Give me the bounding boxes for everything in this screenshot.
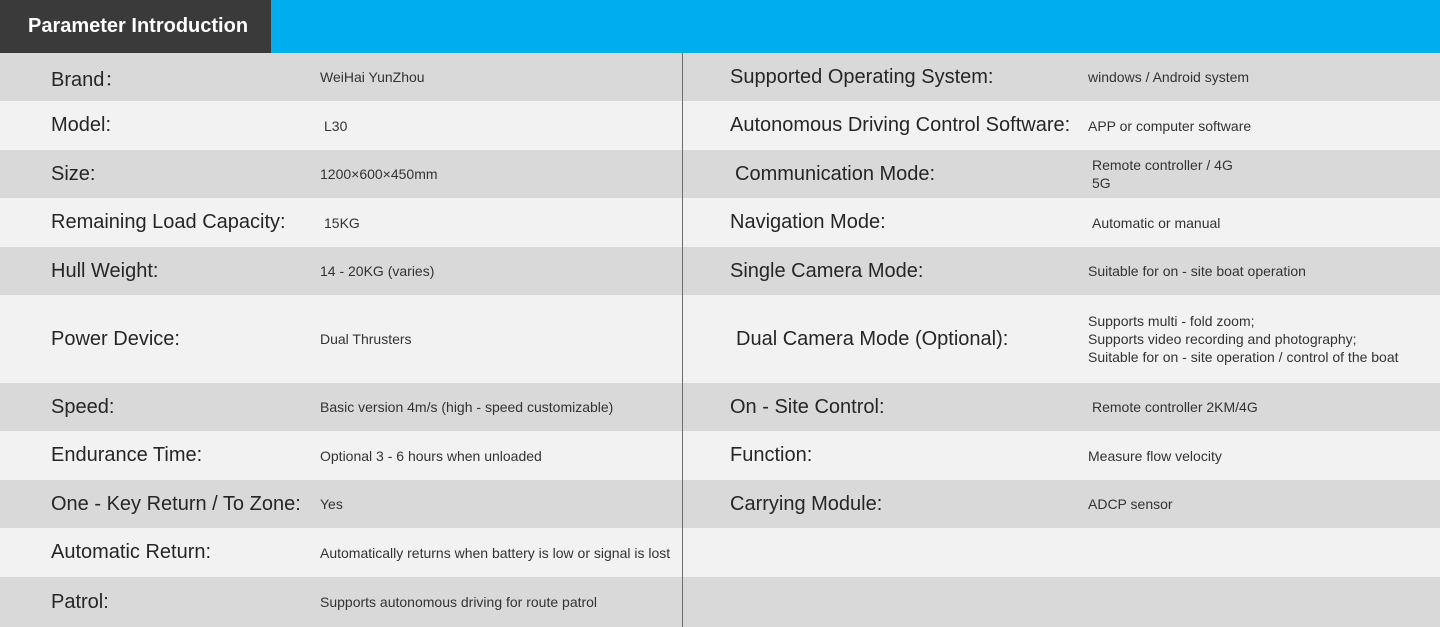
right-param-label: Supported Operating System: [730, 65, 994, 88]
left-param-value [320, 480, 343, 528]
left-param-value [320, 577, 597, 627]
left-param-value [320, 150, 438, 198]
param-value-line: Remote controller 2KM/4G [1092, 399, 1258, 415]
table-row [0, 383, 1440, 431]
param-value-line: Supports video recording and photography; [1088, 331, 1357, 347]
right-param-label: Single Camera Mode: [730, 259, 924, 282]
param-value-line: 1200×600×450mm [320, 166, 438, 182]
right-param-label: Navigation Mode: [730, 211, 886, 233]
table-row [0, 101, 1440, 150]
param-value-line: Dual Thrusters [320, 331, 412, 347]
left-param-label: Speed: [51, 395, 115, 418]
param-value-line: Supports autonomous driving for route patrol [320, 594, 598, 610]
param-value-line: APP or computer software [1088, 117, 1252, 134]
param-value-line: 15KG [324, 214, 360, 231]
left-param-label: Model: [51, 114, 112, 136]
left-param-value [320, 528, 670, 577]
right-param-value [1088, 101, 1251, 150]
table-row [0, 247, 1440, 295]
param-value-line: Automatically returns when battery is low or signal is lost [320, 544, 671, 561]
right-param-value [1088, 431, 1222, 480]
left-param-label: Size: [51, 162, 96, 185]
left-param-label: Endurance Time: [51, 444, 203, 466]
left-param-label: Brand： [51, 68, 125, 91]
param-value-line: Supports multi - fold zoom; [1088, 313, 1255, 329]
table-row [0, 198, 1440, 247]
param-value-line: Remote controller / 4G [1092, 157, 1233, 173]
param-value-line: Yes [320, 496, 343, 512]
table-row [0, 53, 1440, 101]
right-param-value [1088, 247, 1306, 295]
left-param-value [320, 383, 613, 431]
left-param-value [320, 53, 425, 101]
param-value-line: 14 - 20KG (varies) [320, 263, 435, 279]
right-param-label: Autonomous Driving Control Software: [730, 114, 1071, 136]
left-param-label: Automatic Return: [51, 541, 212, 563]
right-param-label: Dual Camera Mode (Optional): [736, 327, 1009, 350]
left-param-label: Remaining Load Capacity: [51, 211, 286, 233]
table-row [0, 528, 1440, 577]
left-param-label: Hull Weight: [51, 259, 159, 282]
table-row [0, 431, 1440, 480]
param-value-line: ADCP sensor [1088, 496, 1173, 512]
param-value-line: Basic version 4m/s (high - speed customizable) [320, 399, 614, 415]
param-value-line: windows / Android system [1088, 69, 1250, 85]
right-param-label: Communication Mode: [735, 162, 936, 185]
param-value-line: Automatic or manual [1092, 214, 1221, 231]
param-value-line: 5G [1092, 175, 1111, 191]
left-param-value [320, 247, 434, 295]
right-param-value [1092, 150, 1233, 198]
header-bar [0, 0, 1440, 53]
left-param-label: Power Device: [51, 327, 180, 350]
right-param-value [1092, 198, 1220, 247]
param-value-line: Measure flow velocity [1088, 447, 1222, 464]
right-param-label: Function: [730, 444, 813, 466]
right-param-value [1092, 383, 1258, 431]
left-param-value [320, 431, 542, 480]
left-param-value [320, 295, 412, 383]
right-param-value [1088, 480, 1173, 528]
param-value-line: Suitable for on - site boat operation [1088, 263, 1306, 279]
table-row [0, 577, 1440, 627]
param-value-line: WeiHai YunZhou [320, 69, 425, 85]
table-row [0, 295, 1440, 383]
right-param-label: Carrying Module: [730, 492, 883, 515]
table-row [0, 150, 1440, 198]
page-title: Parameter Introduction [0, 0, 271, 53]
param-value-line: Optional 3 - 6 hours when unloaded [320, 447, 542, 464]
left-param-label: Patrol: [51, 590, 109, 613]
param-value-line: Suitable for on - site operation / control of the boat [1088, 349, 1399, 365]
right-param-value [1088, 53, 1249, 101]
param-value-line: L30 [324, 117, 348, 134]
left-param-value [324, 198, 360, 247]
right-param-label: On - Site Control: [730, 395, 885, 418]
left-param-label: One - Key Return / To Zone: [51, 492, 301, 515]
table-row [0, 480, 1440, 528]
left-param-value [324, 101, 347, 150]
spec-table [0, 53, 1440, 627]
column-divider [682, 53, 683, 627]
right-param-value [1088, 295, 1399, 383]
